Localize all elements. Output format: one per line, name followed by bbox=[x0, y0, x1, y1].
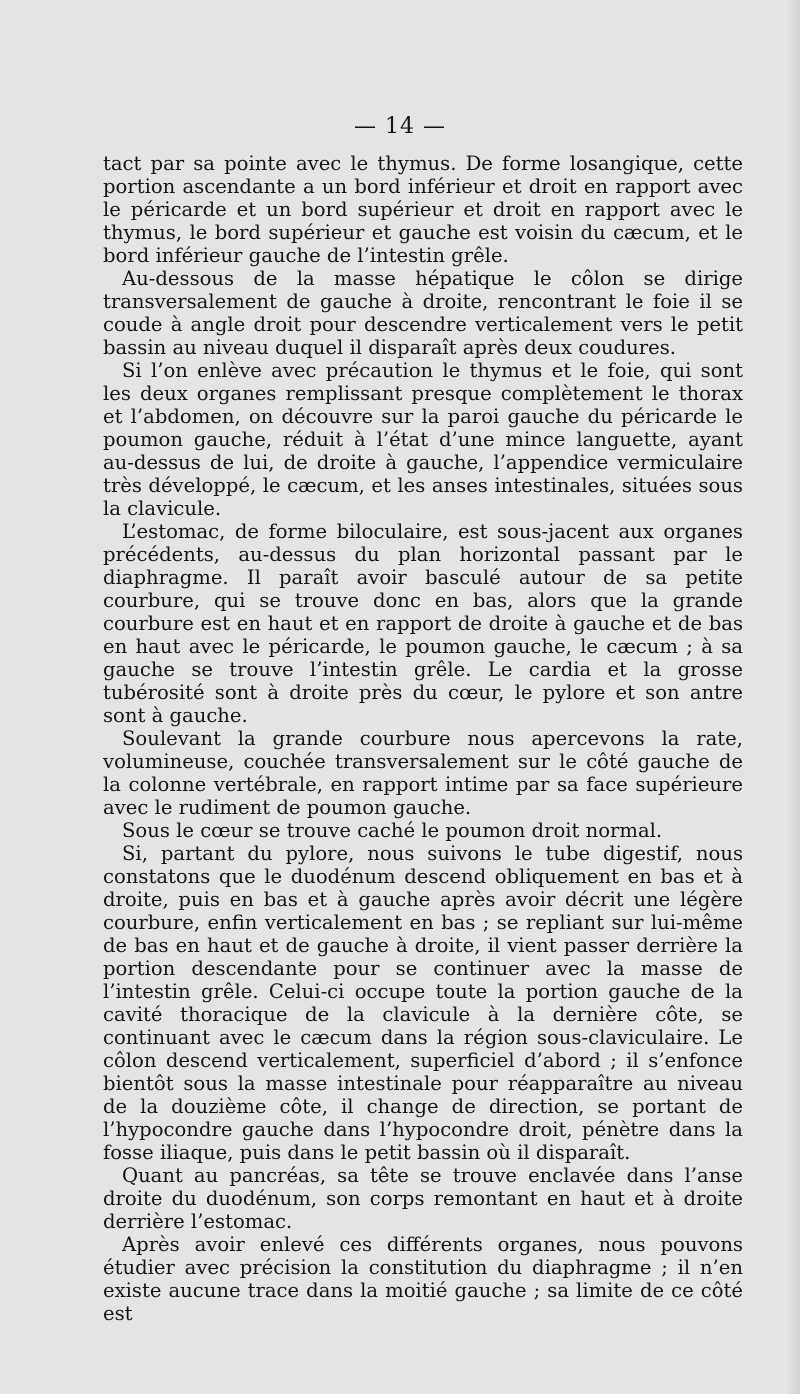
page-edge-shadow bbox=[786, 0, 800, 1394]
paragraph-pancreas: Quant au pancréas, sa tête se trouve enclavée dans l’anse droite du duodénum, son corps remontant en haut et à droite derrière l’estomac. bbox=[103, 1164, 743, 1233]
paragraph-rate: Soulevant la grande courbure nous apercevons la rate, volumineuse, couchée transversalement sur le côté gauche de la colonne vertébrale, en rapport intime par sa face supérieure avec le rudiment de poumon gauche. bbox=[103, 727, 743, 819]
paragraph-colon-transverse: Au-dessous de la masse hépatique le côlon se dirige transversalement de gauche à droite, rencontrant le foie il se coude à angle droit pour descendre verticalement vers le petit bassin au niveau duquel il disparaît après deux coudures. bbox=[103, 267, 743, 359]
body-text bbox=[103, 152, 743, 1325]
paragraph-1-continued: tact par sa pointe avec le thymus. De forme losangique, cette portion ascendante a un bord inférieur et droit en rapport avec le péricarde et un bord supérieur et droit en rapport avec le thymus, le bord supérieur et gauche est voisin du cæcum, et le bord inférieur gauche de l’intestin grêle. bbox=[103, 152, 743, 267]
paragraph-diaphragme: Après avoir enlevé ces différents organes, nous pouvons étudier avec précision la constitution du diaphragme ; il n’en existe aucune trace dans la moitié gauche ; sa limite de ce côté est bbox=[103, 1233, 743, 1325]
paragraph-thymus-foie: Si l’on enlève avec précaution le thymus et le foie, qui sont les deux organes remplissant presque complètement le thorax et l’abdomen, on découvre sur la paroi gauche du péricarde le poumon gauche, réduit à l’état d’une mince languette, ayant au-dessus de lui, de droite à gauche, l’appendice vermiculaire très développé, le cæcum, et les anses intestinales, situées sous la clavicule. bbox=[103, 359, 743, 520]
paragraph-tube-digestif: Si, partant du pylore, nous suivons le tube digestif, nous constatons que le duodénum descend obliquement en bas et à droite, puis en bas et à gauche après avoir décrit une légère courbure, enfin verticalement en bas ; se repliant sur lui-même de bas en haut et de gauche à droite, il vient passer derrière la portion descendante pour se continuer avec la masse de l’intestin grêle. Celui-ci occupe toute la portion gauche de la cavité thoracique de la clavicule à la dernière côte, se continuant avec le cæcum dans la région sous-claviculaire. Le côlon descend verticalement, superficiel d’abord ; il s’enfonce bientôt sous la masse intestinale pour réapparaître au niveau de la douzième côte, il change de direction, se portant de l’hypocondre gauche dans l’hypocondre droit, pénètre dans la fosse iliaque, puis dans le petit bassin où il disparaît. bbox=[103, 842, 743, 1164]
page-number: — 14 — bbox=[354, 114, 446, 139]
paragraph-estomac: L’estomac, de forme biloculaire, est sous-jacent aux organes précédents, au-dessus du plan horizontal passant par le diaphragme. Il paraît avoir basculé autour de sa petite courbure, qui se trouve donc en bas, alors que la grande courbure est en haut et en rapport de droite à gauche et de bas en haut avec le péricarde, le poumon gauche, le cæcum ; à sa gauche se trouve l’intestin grêle. Le cardia et la grosse tubérosité sont à droite près du cœur, le pylore et son antre sont à gauche. bbox=[103, 520, 743, 727]
paragraph-poumon-droit: Sous le cœur se trouve caché le poumon droit normal. bbox=[122, 819, 663, 842]
